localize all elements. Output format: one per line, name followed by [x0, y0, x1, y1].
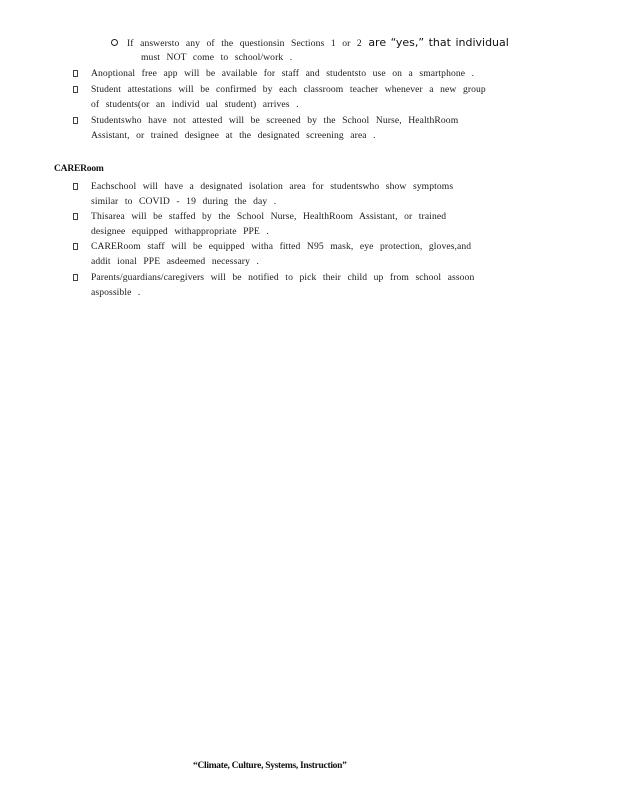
care-bullet-staffed-line-2: designee equipped withappropriate PPE . [91, 226, 269, 237]
subbullet-text-b: are “yes,” that individual [368, 36, 509, 49]
care-bullet-parents-line-2: aspossible . [91, 287, 141, 298]
square-bullet-icon [73, 243, 78, 250]
care-bullet-isolation-line-1: Eachschool will have a designated isolation area for studentswho show symptoms [91, 181, 454, 192]
bullet-screened-line-1: Studentswho have not attested will be screened by the School Nurse, HealthRoom [91, 115, 459, 126]
subbullet-line-1 [127, 37, 509, 50]
square-bullet-icon [73, 213, 78, 220]
square-bullet-icon [73, 86, 78, 93]
hollow-circle-bullet-icon [111, 39, 118, 46]
square-bullet-icon [73, 274, 78, 281]
subbullet-text-a: If answersto any of the questionsin Sections 1 or 2 [127, 38, 362, 49]
bullet-screened-line-2: Assistant, or trained designee at the designated screening area . [91, 130, 376, 141]
care-bullet-parents-line-1: Parents/guardians/caregivers will be notified to pick their child up from school assoon [91, 272, 475, 283]
subbullet-line-2: must NOT come to school/work . [141, 52, 293, 63]
square-bullet-icon [73, 70, 78, 77]
care-bullet-isolation-line-2: similar to COVID - 19 during the day . [91, 196, 277, 207]
bullet-app-line-1: Anoptional free app will be available for staff and studentsto use on a smartphone . [91, 68, 475, 79]
square-bullet-icon [73, 183, 78, 190]
square-bullet-icon [73, 117, 78, 124]
care-bullet-ppe-line-2: addit ional PPE asdeemed necessary . [91, 256, 259, 267]
care-room-heading: CARERoom [54, 164, 104, 174]
bullet-attestations-line-2: of students(or an individ ual student) arrives . [91, 99, 299, 110]
footer-motto: “Climate, Culture, Systems, Instruction” [193, 761, 347, 771]
care-bullet-ppe-line-1: CARERoom staff will be equipped witha fitted N95 mask, eye protection, gloves,and [91, 241, 472, 252]
bullet-attestations-line-1: Student attestations will be confirmed by each classroom teacher whenever a new group [91, 84, 486, 95]
care-bullet-staffed-line-1: Thisarea will be staffed by the School Nurse, HealthRoom Assistant, or trained [91, 211, 447, 222]
